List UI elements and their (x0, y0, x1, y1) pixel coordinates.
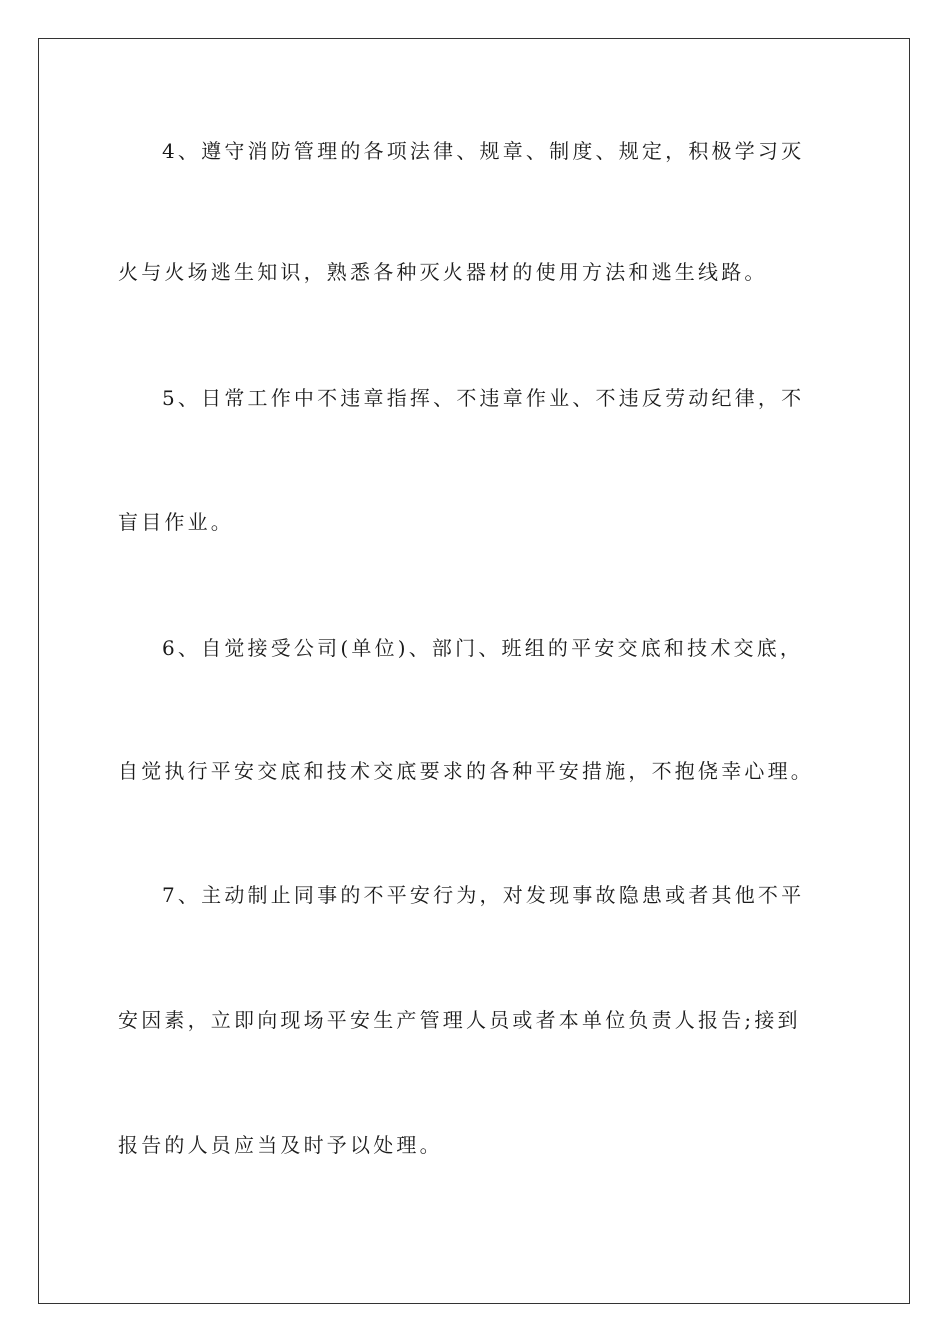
paragraph-7-line-1: 7、主动制止同事的不平安行为，对发现事故隐患或者其他不平 (162, 883, 805, 907)
page-frame (38, 38, 910, 1304)
paragraph-6-line-1: 6、自觉接受公司(单位)、部门、班组的平安交底和技术交底， (162, 636, 804, 660)
paragraph-5-line-1: 5、日常工作中不违章指挥、不违章作业、不违反劳动纪律，不 (162, 386, 805, 410)
paragraph-7-line-3: 报告的人员应当及时予以处理。 (118, 1133, 443, 1157)
paragraph-6-line-2: 自觉执行平安交底和技术交底要求的各种平安措施，不抱侥幸心理。 (118, 759, 814, 783)
paragraph-4-line-2: 火与火场逃生知识，熟悉各种灭火器材的使用方法和逃生线路。 (118, 260, 768, 284)
paragraph-5-line-2: 盲目作业。 (118, 510, 234, 534)
paragraph-7-line-2: 安因素，立即向现场平安生产管理人员或者本单位负责人报告;接到 (118, 1008, 801, 1032)
paragraph-4-line-1: 4、遵守消防管理的各项法律、规章、制度、规定，积极学习灭 (162, 139, 805, 163)
